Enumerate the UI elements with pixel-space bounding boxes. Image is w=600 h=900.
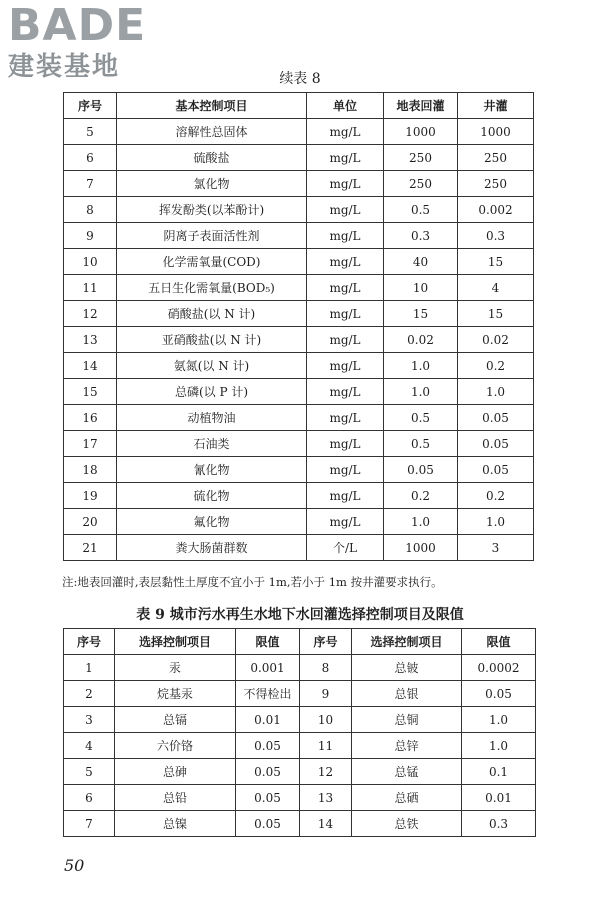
table-cell: 0.5 bbox=[384, 405, 458, 431]
table-cell: 0.5 bbox=[384, 197, 458, 223]
table-row bbox=[64, 811, 536, 837]
header-cell: 基本控制项目 bbox=[117, 93, 307, 119]
table-row bbox=[64, 785, 536, 811]
table-cell: mg/L bbox=[307, 509, 384, 535]
table-row bbox=[64, 353, 534, 379]
table-cell: 0.01 bbox=[236, 707, 300, 733]
table-cell: 总磷(以 P 计) bbox=[117, 379, 307, 405]
table-cell: 250 bbox=[458, 145, 534, 171]
table-cell: 1000 bbox=[384, 119, 458, 145]
table-cell: mg/L bbox=[307, 223, 384, 249]
header-cell: 限值 bbox=[462, 629, 536, 655]
table-cell: 250 bbox=[458, 171, 534, 197]
table-cell: 溶解性总固体 bbox=[117, 119, 307, 145]
table-cell: 3 bbox=[458, 535, 534, 561]
table-cell: 0.05 bbox=[236, 759, 300, 785]
table-cell: mg/L bbox=[307, 483, 384, 509]
table-cell: 总铅 bbox=[115, 785, 236, 811]
table-cell: 1.0 bbox=[458, 379, 534, 405]
table-cell: mg/L bbox=[307, 275, 384, 301]
logo-chinese-name: 建装基地 bbox=[8, 52, 121, 82]
table-cell: 1 bbox=[64, 655, 115, 681]
table-cell: 总铁 bbox=[352, 811, 462, 837]
table-cell: 氰化物 bbox=[117, 457, 307, 483]
table-cell: 0.05 bbox=[458, 457, 534, 483]
table-cell: mg/L bbox=[307, 405, 384, 431]
table-cell: 1000 bbox=[384, 535, 458, 561]
table-cell: 11 bbox=[300, 733, 352, 759]
table-cell: 氟化物 bbox=[117, 509, 307, 535]
table-cell: mg/L bbox=[307, 353, 384, 379]
table-cell: 4 bbox=[458, 275, 534, 301]
header-cell: 序号 bbox=[64, 629, 115, 655]
table-cell: 0.05 bbox=[462, 681, 536, 707]
table-cell: 0.05 bbox=[236, 785, 300, 811]
table-cell: 0.05 bbox=[458, 431, 534, 457]
table-row bbox=[64, 249, 534, 275]
header-cell: 井灌 bbox=[458, 93, 534, 119]
table-cell: 1.0 bbox=[462, 733, 536, 759]
table-cell: 18 bbox=[64, 457, 117, 483]
table-cell: 阴离子表面活性剂 bbox=[117, 223, 307, 249]
table-cell: 挥发酚类(以苯酚计) bbox=[117, 197, 307, 223]
header-cell: 序号 bbox=[64, 93, 117, 119]
table-cell: 不得检出 bbox=[236, 681, 300, 707]
table-cell: 13 bbox=[64, 327, 117, 353]
table-cell: 8 bbox=[300, 655, 352, 681]
table-cell: 烷基汞 bbox=[115, 681, 236, 707]
table-header-row bbox=[64, 629, 536, 655]
table-cell: 0.05 bbox=[236, 733, 300, 759]
table-cell: 5 bbox=[64, 119, 117, 145]
table-cell: 总镉 bbox=[115, 707, 236, 733]
table-cell: 17 bbox=[64, 431, 117, 457]
table-cell: 10 bbox=[384, 275, 458, 301]
table-row bbox=[64, 655, 536, 681]
table-cell: mg/L bbox=[307, 457, 384, 483]
table-cell: 0.002 bbox=[458, 197, 534, 223]
table-cell: 4 bbox=[64, 733, 115, 759]
continued-table-title: 续表 8 bbox=[279, 71, 321, 87]
table-9 bbox=[63, 628, 536, 837]
table-cell: 250 bbox=[384, 171, 458, 197]
table-cell: 8 bbox=[64, 197, 117, 223]
table-cell: 0.01 bbox=[462, 785, 536, 811]
table-cell: 五日生化需氧量(BOD₅) bbox=[117, 275, 307, 301]
table-cell: mg/L bbox=[307, 119, 384, 145]
table-cell: 250 bbox=[384, 145, 458, 171]
table-cell: 14 bbox=[300, 811, 352, 837]
table-cell: 0.2 bbox=[458, 353, 534, 379]
table-row bbox=[64, 197, 534, 223]
table-cell: 12 bbox=[64, 301, 117, 327]
header-cell: 单位 bbox=[307, 93, 384, 119]
table-cell: mg/L bbox=[307, 327, 384, 353]
table-row bbox=[64, 681, 536, 707]
bade-logo bbox=[8, 0, 183, 84]
table-cell: 21 bbox=[64, 535, 117, 561]
table-cell: mg/L bbox=[307, 249, 384, 275]
table-row bbox=[64, 223, 534, 249]
table-cell: 0.05 bbox=[384, 457, 458, 483]
table-cell: 1.0 bbox=[458, 509, 534, 535]
table-row bbox=[64, 457, 534, 483]
table-cell: 亚硝酸盐(以 N 计) bbox=[117, 327, 307, 353]
table-row bbox=[64, 759, 536, 785]
table-cell: 15 bbox=[458, 249, 534, 275]
header-cell: 限值 bbox=[236, 629, 300, 655]
table-row bbox=[64, 171, 534, 197]
table-cell: 硫化物 bbox=[117, 483, 307, 509]
table-cell: 0.05 bbox=[236, 811, 300, 837]
table-cell: 0.02 bbox=[384, 327, 458, 353]
table-row bbox=[64, 733, 536, 759]
table-cell: 硫酸盐 bbox=[117, 145, 307, 171]
table-row bbox=[64, 301, 534, 327]
table-cell: 0.02 bbox=[458, 327, 534, 353]
table-row bbox=[64, 119, 534, 145]
table-row bbox=[64, 707, 536, 733]
table-cell: 15 bbox=[384, 301, 458, 327]
table-row bbox=[64, 327, 534, 353]
table-cell: 0.5 bbox=[384, 431, 458, 457]
table-cell: 总砷 bbox=[115, 759, 236, 785]
table-cell: 20 bbox=[64, 509, 117, 535]
table-note: 注:地表回灌时,表层黏性土厚度不宜小于 1m,若小于 1m 按井灌要求执行。 bbox=[62, 575, 443, 589]
header-cell: 序号 bbox=[300, 629, 352, 655]
table-cell: 化学需氧量(COD) bbox=[117, 249, 307, 275]
header-cell: 选择控制项目 bbox=[352, 629, 462, 655]
table-cell: 总铍 bbox=[352, 655, 462, 681]
page-number: 50 bbox=[64, 856, 85, 875]
table-cell: 总硒 bbox=[352, 785, 462, 811]
table-cell: 0.05 bbox=[458, 405, 534, 431]
header-cell: 地表回灌 bbox=[384, 93, 458, 119]
table-cell: 汞 bbox=[115, 655, 236, 681]
table-cell: 9 bbox=[300, 681, 352, 707]
table-cell: 6 bbox=[64, 785, 115, 811]
table-cell: 总锰 bbox=[352, 759, 462, 785]
table-cell: 0.3 bbox=[462, 811, 536, 837]
table-cell: mg/L bbox=[307, 301, 384, 327]
table-cell: mg/L bbox=[307, 431, 384, 457]
table-8-continued bbox=[63, 92, 534, 561]
table-cell: 10 bbox=[64, 249, 117, 275]
table-cell: 12 bbox=[300, 759, 352, 785]
header-cell: 选择控制项目 bbox=[115, 629, 236, 655]
table-cell: 个/L bbox=[307, 535, 384, 561]
table-cell: 40 bbox=[384, 249, 458, 275]
table-cell: 2 bbox=[64, 681, 115, 707]
table-cell: 3 bbox=[64, 707, 115, 733]
logo-wordmark: BADE bbox=[8, 0, 147, 51]
table-cell: 总镍 bbox=[115, 811, 236, 837]
table-row bbox=[64, 509, 534, 535]
table-cell: mg/L bbox=[307, 197, 384, 223]
table-cell: 硝酸盐(以 N 计) bbox=[117, 301, 307, 327]
table-cell: mg/L bbox=[307, 379, 384, 405]
table-cell: 六价铬 bbox=[115, 733, 236, 759]
table-cell: 氨氮(以 N 计) bbox=[117, 353, 307, 379]
table-cell: 0.001 bbox=[236, 655, 300, 681]
table-cell: 粪大肠菌群数 bbox=[117, 535, 307, 561]
table-cell: 0.3 bbox=[458, 223, 534, 249]
table-cell: 16 bbox=[64, 405, 117, 431]
table-cell: 19 bbox=[64, 483, 117, 509]
table-cell: 石油类 bbox=[117, 431, 307, 457]
table-cell: 0.3 bbox=[384, 223, 458, 249]
table-cell: mg/L bbox=[307, 145, 384, 171]
table-cell: 0.2 bbox=[458, 483, 534, 509]
table-cell: 动植物油 bbox=[117, 405, 307, 431]
table-cell: 1.0 bbox=[462, 707, 536, 733]
table-cell: 13 bbox=[300, 785, 352, 811]
table-cell: mg/L bbox=[307, 171, 384, 197]
table-row bbox=[64, 483, 534, 509]
table-cell: 0.0002 bbox=[462, 655, 536, 681]
table-cell: 0.1 bbox=[462, 759, 536, 785]
table-cell: 14 bbox=[64, 353, 117, 379]
table-cell: 氯化物 bbox=[117, 171, 307, 197]
table-header-row bbox=[64, 93, 534, 119]
table-cell: 总锌 bbox=[352, 733, 462, 759]
table-cell: 1.0 bbox=[384, 379, 458, 405]
table-row bbox=[64, 379, 534, 405]
table-cell: 7 bbox=[64, 811, 115, 837]
table-row bbox=[64, 405, 534, 431]
table-row bbox=[64, 431, 534, 457]
table-cell: 1000 bbox=[458, 119, 534, 145]
table-row bbox=[64, 535, 534, 561]
table-cell: 总铜 bbox=[352, 707, 462, 733]
table-cell: 7 bbox=[64, 171, 117, 197]
table-row bbox=[64, 275, 534, 301]
table-cell: 6 bbox=[64, 145, 117, 171]
table-cell: 9 bbox=[64, 223, 117, 249]
table-cell: 11 bbox=[64, 275, 117, 301]
table-9-title: 表 9 城市污水再生水地下水回灌选择控制项目及限值 bbox=[136, 607, 464, 623]
table-cell: 15 bbox=[458, 301, 534, 327]
table-cell: 1.0 bbox=[384, 353, 458, 379]
table-cell: 15 bbox=[64, 379, 117, 405]
table-cell: 5 bbox=[64, 759, 115, 785]
table-cell: 1.0 bbox=[384, 509, 458, 535]
table-cell: 总银 bbox=[352, 681, 462, 707]
table-row bbox=[64, 145, 534, 171]
table-cell: 10 bbox=[300, 707, 352, 733]
table-cell: 0.2 bbox=[384, 483, 458, 509]
